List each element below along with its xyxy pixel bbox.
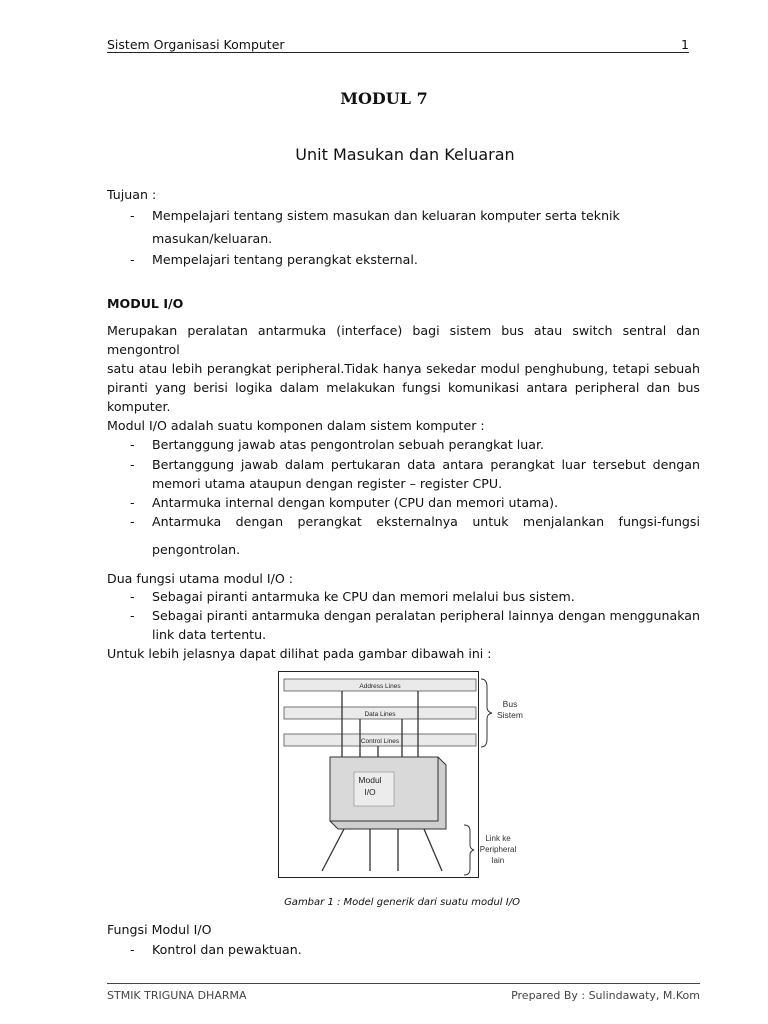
page-footer [107, 983, 700, 1004]
module-label-io: I/O [364, 787, 376, 797]
paragraph-line: Merupakan peralatan antarmuka (interface) bagi sistem bus atau switch sentral dan mengontrol [107, 323, 700, 357]
figure-caption: Gambar 1 : Model generik dari suatu modul I/O [284, 897, 520, 908]
page-header [107, 37, 689, 53]
list-item: Antarmuka internal dengan komputer (CPU dan memori utama). [152, 495, 559, 510]
list-item-continued: pengontrolan. [152, 542, 241, 557]
list-item: Mempelajari tentang sistem masukan dan keluaran komputer serta teknik [152, 208, 620, 223]
list-item: Bertanggung jawab dalam pertukaran data antara perangkat luar tersebut dengan [152, 457, 700, 472]
list-item: Sebagai piranti antarmuka dengan peralatan peripheral lainnya dengan menggunakan [152, 608, 700, 623]
fungsi-utama-intro: Dua fungsi utama modul I/O : [107, 571, 294, 586]
bus-label: Bus [502, 699, 518, 709]
header-title: Sistem Organisasi Komputer [107, 37, 285, 52]
paragraph-line: satu atau lebih perangkat peripheral.Tidak hanya sekedar modul penghubung, tetapi sebuah [107, 361, 700, 376]
control-lines-label: Control Lines [360, 738, 400, 745]
bullet-dash: - [130, 608, 135, 623]
tujuan-label: Tujuan : [107, 187, 157, 202]
module-subtitle: Unit Masukan dan Keluaran [295, 145, 515, 164]
list-item: Bertanggung jawab atas pengontrolan sebuah perangkat luar. [152, 437, 545, 452]
sistem-label: Sistem [497, 710, 523, 720]
data-lines-label: Data Lines [364, 711, 396, 718]
bullet-dash: - [130, 437, 135, 452]
bullet-dash: - [130, 514, 135, 529]
io-module-figure [278, 671, 533, 883]
paragraph-line: komputer. [107, 399, 171, 414]
peripheral-label: Peripheral [479, 845, 517, 854]
bullet-dash: - [130, 942, 135, 957]
komponen-intro: Modul I/O adalah suatu komponen dalam sistem komputer : [107, 418, 485, 433]
section-heading: MODUL I/O [107, 296, 184, 311]
list-item: Sebagai piranti antarmuka ke CPU dan memori melalui bus sistem. [152, 589, 575, 604]
bullet-dash: - [130, 252, 135, 267]
bullet-dash: - [130, 589, 135, 604]
bullet-dash: - [130, 208, 135, 223]
bullet-dash: - [130, 495, 135, 510]
module-label: Modul [358, 775, 382, 785]
list-item-continued: link data tertentu. [152, 627, 267, 642]
list-item: Kontrol dan pewaktuan. [152, 942, 302, 957]
footer-author: Prepared By : Sulindawaty, M.Kom [511, 989, 700, 1002]
figure-intro: Untuk lebih jelasnya dapat dilihat pada gambar dibawah ini : [107, 646, 492, 661]
bus-brace [481, 679, 492, 747]
bullet-dash: - [130, 457, 135, 472]
list-item: Antarmuka dengan perangkat eksternalnya untuk menjalankan fungsi-fungsi [152, 514, 700, 529]
module-title: MODUL 7 [340, 89, 428, 108]
section-paragraph [107, 321, 700, 416]
paragraph-line: piranti yang berisi logika dalam melakukan fungsi komunikasi antara peripheral dan bus [107, 380, 700, 395]
fungsi-modul-heading: Fungsi Modul I/O [107, 922, 212, 937]
list-item-continued: memori utama ataupun dengan register – register CPU. [152, 476, 503, 491]
footer-institution: STMIK TRIGUNA DHARMA [107, 989, 247, 1002]
link-label: Link ke [485, 834, 511, 843]
page-number: 1 [681, 37, 689, 52]
list-item-continued: masukan/keluaran. [152, 231, 273, 246]
list-item: Mempelajari tentang perangkat eksternal. [152, 252, 418, 267]
lain-label: lain [491, 856, 505, 865]
address-lines-label: Address Lines [359, 683, 401, 690]
